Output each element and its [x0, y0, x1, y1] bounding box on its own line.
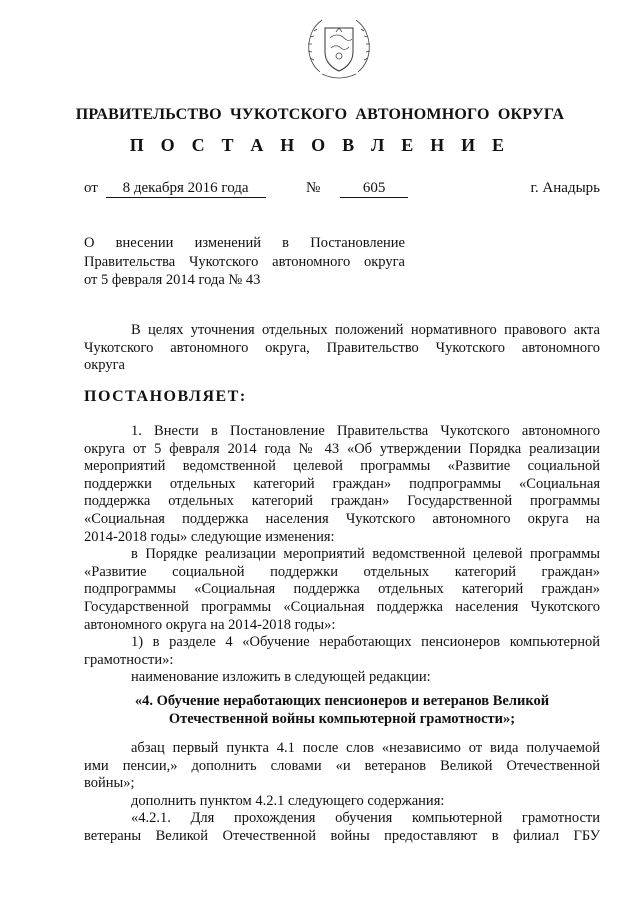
subject-line: О внесении изменений в Постановление	[84, 235, 405, 251]
decree-subject	[84, 234, 405, 290]
number-sign: №	[306, 180, 321, 196]
decree-date: 8 декабря 2016 года	[106, 180, 266, 198]
date-field	[84, 180, 266, 198]
text-line: в Порядке реализации мероприятий ведомственной целевой программы	[131, 546, 600, 563]
text-line: Государственной программы «Социальная поддержка населения Чукотского	[84, 598, 600, 615]
body-section-1	[84, 423, 600, 687]
decree-number: 605	[340, 180, 408, 198]
government-title: ПРАВИТЕЛЬСТВО ЧУКОТСКОГО АВТОНОМНОГО ОКРУГА	[75, 106, 565, 123]
text-line: грамотности»:	[84, 651, 174, 668]
text-line: поддержки отдельных категорий граждан» подпрограммы «Социальная	[84, 475, 600, 492]
text-line: поддержка отдельных категорий граждан» Государственной программы	[84, 493, 600, 510]
city: г. Анадырь	[530, 180, 600, 196]
text-line: подпрограммы «Социальная поддержка отдельных категорий граждан»	[84, 581, 600, 598]
text-line: ветераны Великой Отечественной войны предоставляют в филиал ГБУ	[84, 827, 600, 844]
text-line: «Социальная поддержка населения Чукотского автономного округа на	[84, 510, 600, 527]
text-line: абзац первый пункта 4.1 после слов «независимо от вида получаемой	[131, 740, 600, 756]
section-heading	[84, 692, 600, 728]
text-line: округа от 5 февраля 2014 года № 43 «Об утверждении Порядка реализации	[84, 440, 600, 457]
heading-line: «4. Обучение неработающих пенсионеров и ветеранов Великой	[134, 693, 550, 709]
text-line: 2014-2018 годы» следующие изменения:	[84, 528, 335, 545]
text-line: «4.2.1. Для прохождения обучения компьютерной грамотности	[131, 810, 600, 827]
number-field	[306, 180, 408, 198]
chukotka-coat-of-arms-icon	[300, 12, 378, 82]
text-line: автономного округа на 2014-2018 годы»:	[84, 616, 336, 633]
date-prefix: от	[84, 180, 98, 196]
text-line: 1) в разделе 4 «Обучение неработающих пенсионеров компьютерной	[131, 634, 600, 651]
text-line: дополнить пунктом 4.2.1 следующего содержания:	[131, 792, 445, 809]
decree-title: П О С Т А Н О В Л Е Н И Е	[129, 135, 511, 155]
text-line: В целях уточнения отдельных положений нормативного правового акта	[131, 322, 600, 338]
subject-line: от 5 февраля 2014 года № 43	[84, 272, 261, 288]
text-line: Чукотского автономного округа, Правительство Чукотского автономного	[84, 339, 600, 356]
subject-line: Правительства Чукотского автономного округа	[84, 253, 405, 270]
text-line: войны»;	[84, 775, 135, 792]
body-section-2	[84, 740, 600, 846]
heading-line: Отечественной войны компьютерной грамотности»;	[168, 711, 516, 727]
resolves-heading: ПОСТАНОВЛЯЕТ:	[84, 388, 247, 405]
text-line: ими пенсии,» дополнить словами «и ветеранов Великой Отечественной	[84, 757, 600, 774]
text-line: округа	[84, 357, 125, 374]
text-line: мероприятий ведомственной целевой программы «Развитие социальной	[84, 458, 600, 475]
text-line: наименование изложить в следующей редакции:	[131, 669, 431, 686]
preamble-paragraph	[84, 322, 600, 375]
text-line: «Развитие социальной поддержки отдельных категорий граждан»	[84, 563, 600, 580]
text-line: 1. Внести в Постановление Правительства Чукотского автономного	[131, 423, 600, 439]
